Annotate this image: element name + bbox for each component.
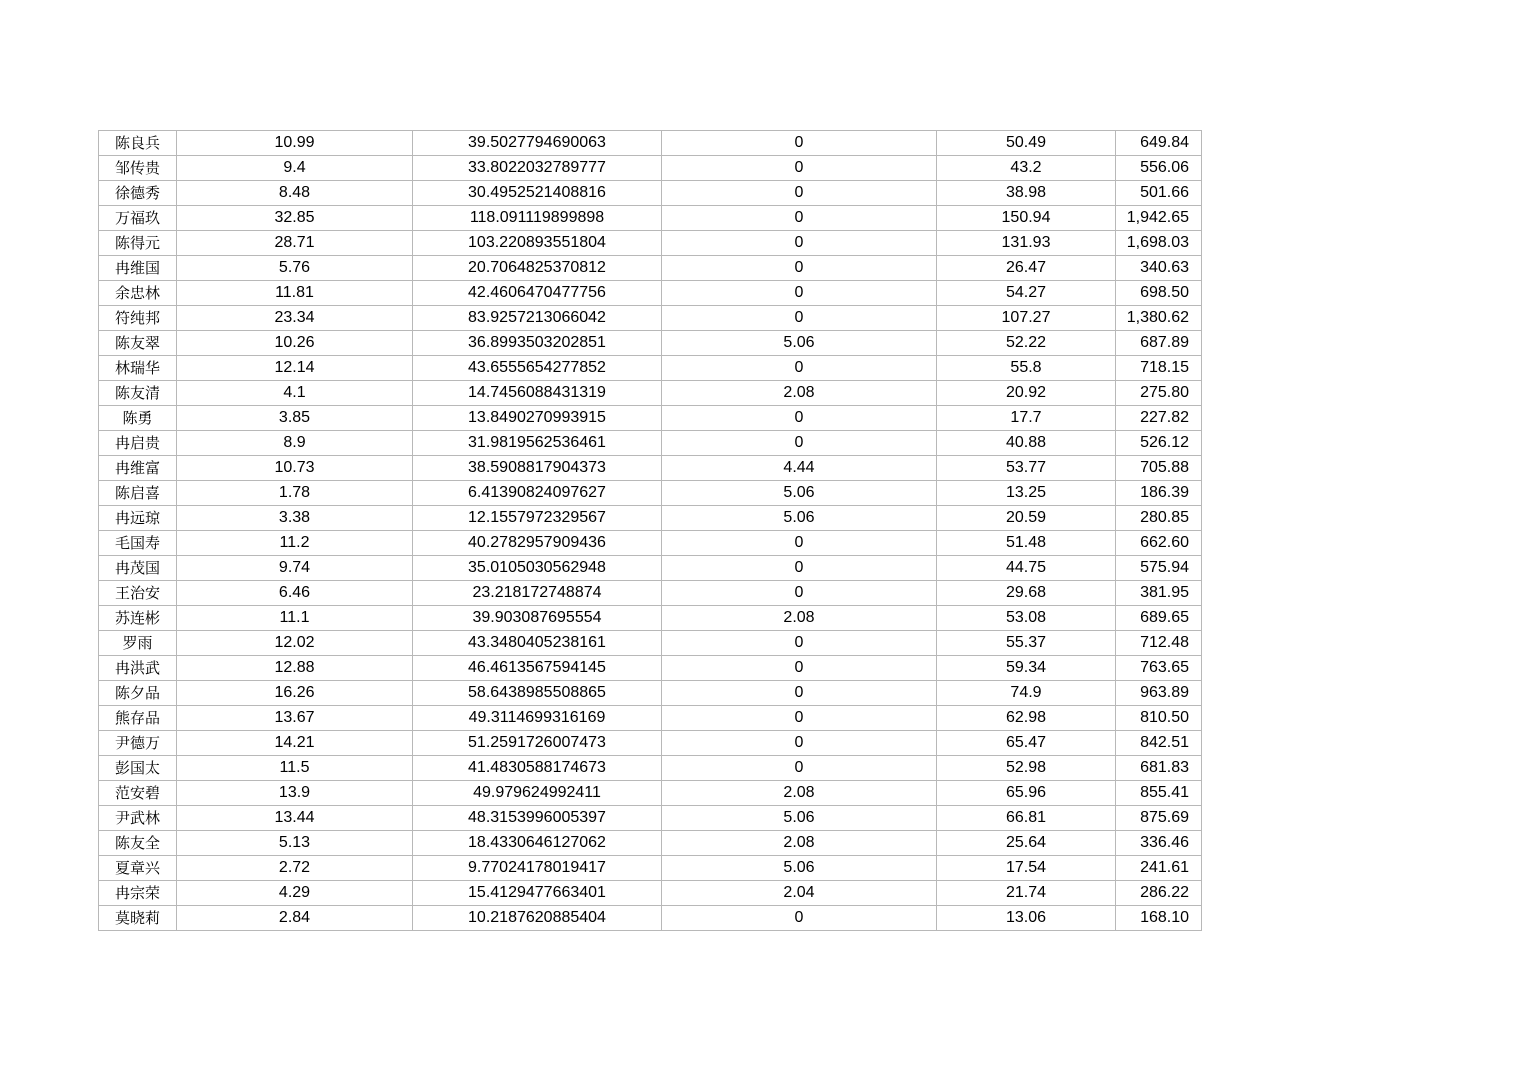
name-cell: 冉维富 <box>99 456 177 481</box>
value-cell: 11.2 <box>177 531 413 556</box>
adjust-cell: 0 <box>662 256 937 281</box>
adjust-cell: 0 <box>662 306 937 331</box>
adjust-cell: 0 <box>662 656 937 681</box>
table-row <box>99 706 1202 731</box>
value-cell: 5.13 <box>177 831 413 856</box>
adjust-cell: 0 <box>662 731 937 756</box>
total-cell: 681.83 <box>1116 756 1202 781</box>
sum-cell: 52.98 <box>937 756 1116 781</box>
sum-cell: 44.75 <box>937 556 1116 581</box>
table-row <box>99 881 1202 906</box>
ratio-cell: 12.1557972329567 <box>413 506 662 531</box>
name-cell: 陈良兵 <box>99 131 177 156</box>
ratio-cell: 33.8022032789777 <box>413 156 662 181</box>
adjust-cell: 0 <box>662 756 937 781</box>
adjust-cell: 0 <box>662 156 937 181</box>
table-row <box>99 531 1202 556</box>
value-cell: 4.1 <box>177 381 413 406</box>
table-row <box>99 256 1202 281</box>
adjust-cell: 0 <box>662 281 937 306</box>
adjust-cell: 5.06 <box>662 331 937 356</box>
sum-cell: 17.7 <box>937 406 1116 431</box>
value-cell: 1.78 <box>177 481 413 506</box>
total-cell: 381.95 <box>1116 581 1202 606</box>
value-cell: 12.88 <box>177 656 413 681</box>
table-row <box>99 731 1202 756</box>
sum-cell: 65.47 <box>937 731 1116 756</box>
ratio-cell: 118.091119899898 <box>413 206 662 231</box>
total-cell: 186.39 <box>1116 481 1202 506</box>
sum-cell: 107.27 <box>937 306 1116 331</box>
sum-cell: 55.37 <box>937 631 1116 656</box>
total-cell: 712.48 <box>1116 631 1202 656</box>
ratio-cell: 49.979624992411 <box>413 781 662 806</box>
total-cell: 705.88 <box>1116 456 1202 481</box>
ratio-cell: 39.5027794690063 <box>413 131 662 156</box>
sum-cell: 131.93 <box>937 231 1116 256</box>
table-row <box>99 356 1202 381</box>
adjust-cell: 0 <box>662 906 937 931</box>
value-cell: 4.29 <box>177 881 413 906</box>
table-row <box>99 181 1202 206</box>
table-row <box>99 781 1202 806</box>
total-cell: 687.89 <box>1116 331 1202 356</box>
table-row <box>99 506 1202 531</box>
adjust-cell: 2.08 <box>662 781 937 806</box>
ratio-cell: 13.8490270993915 <box>413 406 662 431</box>
name-cell: 冉远琼 <box>99 506 177 531</box>
sum-cell: 13.25 <box>937 481 1116 506</box>
name-cell: 毛国寿 <box>99 531 177 556</box>
name-cell: 万福玖 <box>99 206 177 231</box>
ratio-cell: 9.77024178019417 <box>413 856 662 881</box>
value-cell: 8.9 <box>177 431 413 456</box>
sum-cell: 29.68 <box>937 581 1116 606</box>
table-row <box>99 856 1202 881</box>
table-row <box>99 631 1202 656</box>
ratio-cell: 46.4613567594145 <box>413 656 662 681</box>
total-cell: 280.85 <box>1116 506 1202 531</box>
value-cell: 2.72 <box>177 856 413 881</box>
ratio-cell: 40.2782957909436 <box>413 531 662 556</box>
ratio-cell: 6.41390824097627 <box>413 481 662 506</box>
table-row <box>99 281 1202 306</box>
value-cell: 3.85 <box>177 406 413 431</box>
name-cell: 冉维国 <box>99 256 177 281</box>
name-cell: 陈友全 <box>99 831 177 856</box>
total-cell: 698.50 <box>1116 281 1202 306</box>
name-cell: 陈启喜 <box>99 481 177 506</box>
adjust-cell: 0 <box>662 431 937 456</box>
value-cell: 28.71 <box>177 231 413 256</box>
table-row <box>99 806 1202 831</box>
name-cell: 冉宗荣 <box>99 881 177 906</box>
ratio-cell: 31.9819562536461 <box>413 431 662 456</box>
ratio-cell: 36.8993503202851 <box>413 331 662 356</box>
sum-cell: 38.98 <box>937 181 1116 206</box>
name-cell: 徐德秀 <box>99 181 177 206</box>
value-cell: 9.74 <box>177 556 413 581</box>
ratio-cell: 14.7456088431319 <box>413 381 662 406</box>
sum-cell: 26.47 <box>937 256 1116 281</box>
name-cell: 余忠林 <box>99 281 177 306</box>
table-row <box>99 681 1202 706</box>
value-cell: 13.67 <box>177 706 413 731</box>
adjust-cell: 4.44 <box>662 456 937 481</box>
name-cell: 林瑞华 <box>99 356 177 381</box>
ratio-cell: 18.4330646127062 <box>413 831 662 856</box>
adjust-cell: 0 <box>662 581 937 606</box>
total-cell: 575.94 <box>1116 556 1202 581</box>
adjust-cell: 0 <box>662 231 937 256</box>
name-cell: 冉洪武 <box>99 656 177 681</box>
total-cell: 340.63 <box>1116 256 1202 281</box>
total-cell: 689.65 <box>1116 606 1202 631</box>
ratio-cell: 49.3114699316169 <box>413 706 662 731</box>
adjust-cell: 0 <box>662 531 937 556</box>
adjust-cell: 2.08 <box>662 381 937 406</box>
table-row <box>99 581 1202 606</box>
value-cell: 10.73 <box>177 456 413 481</box>
table-row <box>99 231 1202 256</box>
sum-cell: 43.2 <box>937 156 1116 181</box>
value-cell: 5.76 <box>177 256 413 281</box>
sum-cell: 20.59 <box>937 506 1116 531</box>
total-cell: 1,380.62 <box>1116 306 1202 331</box>
adjust-cell: 2.08 <box>662 606 937 631</box>
name-cell: 冉茂国 <box>99 556 177 581</box>
total-cell: 336.46 <box>1116 831 1202 856</box>
sum-cell: 21.74 <box>937 881 1116 906</box>
adjust-cell: 2.04 <box>662 881 937 906</box>
total-cell: 1,698.03 <box>1116 231 1202 256</box>
total-cell: 556.06 <box>1116 156 1202 181</box>
value-cell: 13.44 <box>177 806 413 831</box>
value-cell: 14.21 <box>177 731 413 756</box>
name-cell: 彭国太 <box>99 756 177 781</box>
ratio-cell: 10.2187620885404 <box>413 906 662 931</box>
value-cell: 10.26 <box>177 331 413 356</box>
sum-cell: 66.81 <box>937 806 1116 831</box>
sum-cell: 20.92 <box>937 381 1116 406</box>
total-cell: 855.41 <box>1116 781 1202 806</box>
table-row <box>99 381 1202 406</box>
sum-cell: 53.77 <box>937 456 1116 481</box>
ratio-cell: 23.218172748874 <box>413 581 662 606</box>
sum-cell: 54.27 <box>937 281 1116 306</box>
table-row <box>99 481 1202 506</box>
adjust-cell: 5.06 <box>662 856 937 881</box>
name-cell: 罗雨 <box>99 631 177 656</box>
table-row <box>99 456 1202 481</box>
total-cell: 275.80 <box>1116 381 1202 406</box>
name-cell: 苏连彬 <box>99 606 177 631</box>
value-cell: 11.81 <box>177 281 413 306</box>
ratio-cell: 30.4952521408816 <box>413 181 662 206</box>
table-row <box>99 131 1202 156</box>
value-cell: 10.99 <box>177 131 413 156</box>
name-cell: 符纯邦 <box>99 306 177 331</box>
ratio-cell: 51.2591726007473 <box>413 731 662 756</box>
table-row <box>99 831 1202 856</box>
name-cell: 尹武林 <box>99 806 177 831</box>
total-cell: 241.61 <box>1116 856 1202 881</box>
adjust-cell: 0 <box>662 181 937 206</box>
table-row <box>99 431 1202 456</box>
value-cell: 16.26 <box>177 681 413 706</box>
name-cell: 夏章兴 <box>99 856 177 881</box>
value-cell: 11.1 <box>177 606 413 631</box>
adjust-cell: 0 <box>662 631 937 656</box>
ratio-cell: 43.6555654277852 <box>413 356 662 381</box>
value-cell: 12.14 <box>177 356 413 381</box>
total-cell: 168.10 <box>1116 906 1202 931</box>
total-cell: 649.84 <box>1116 131 1202 156</box>
ratio-cell: 39.903087695554 <box>413 606 662 631</box>
sum-cell: 25.64 <box>937 831 1116 856</box>
table-row <box>99 406 1202 431</box>
sum-cell: 150.94 <box>937 206 1116 231</box>
value-cell: 8.48 <box>177 181 413 206</box>
adjust-cell: 0 <box>662 706 937 731</box>
name-cell: 陈夕品 <box>99 681 177 706</box>
name-cell: 陈勇 <box>99 406 177 431</box>
adjust-cell: 5.06 <box>662 506 937 531</box>
sum-cell: 52.22 <box>937 331 1116 356</box>
value-cell: 32.85 <box>177 206 413 231</box>
name-cell: 熊存品 <box>99 706 177 731</box>
name-cell: 陈友清 <box>99 381 177 406</box>
table-row <box>99 906 1202 931</box>
name-cell: 范安碧 <box>99 781 177 806</box>
value-cell: 9.4 <box>177 156 413 181</box>
table-row <box>99 756 1202 781</box>
sum-cell: 50.49 <box>937 131 1116 156</box>
name-cell: 邹传贵 <box>99 156 177 181</box>
ratio-cell: 83.9257213066042 <box>413 306 662 331</box>
adjust-cell: 2.08 <box>662 831 937 856</box>
table-row <box>99 156 1202 181</box>
total-cell: 875.69 <box>1116 806 1202 831</box>
total-cell: 227.82 <box>1116 406 1202 431</box>
name-cell: 陈得元 <box>99 231 177 256</box>
table-row <box>99 656 1202 681</box>
adjust-cell: 0 <box>662 556 937 581</box>
adjust-cell: 0 <box>662 681 937 706</box>
total-cell: 810.50 <box>1116 706 1202 731</box>
ratio-cell: 41.4830588174673 <box>413 756 662 781</box>
total-cell: 1,942.65 <box>1116 206 1202 231</box>
name-cell: 莫晓莉 <box>99 906 177 931</box>
ratio-cell: 20.7064825370812 <box>413 256 662 281</box>
ratio-cell: 42.4606470477756 <box>413 281 662 306</box>
sum-cell: 13.06 <box>937 906 1116 931</box>
adjust-cell: 0 <box>662 406 937 431</box>
ratio-cell: 38.5908817904373 <box>413 456 662 481</box>
sum-cell: 53.08 <box>937 606 1116 631</box>
sum-cell: 51.48 <box>937 531 1116 556</box>
total-cell: 763.65 <box>1116 656 1202 681</box>
table-row <box>99 306 1202 331</box>
ratio-cell: 103.220893551804 <box>413 231 662 256</box>
table-row <box>99 556 1202 581</box>
value-cell: 6.46 <box>177 581 413 606</box>
value-cell: 12.02 <box>177 631 413 656</box>
table-row <box>99 606 1202 631</box>
value-cell: 3.38 <box>177 506 413 531</box>
sum-cell: 74.9 <box>937 681 1116 706</box>
total-cell: 662.60 <box>1116 531 1202 556</box>
ratio-cell: 58.6438985508865 <box>413 681 662 706</box>
total-cell: 501.66 <box>1116 181 1202 206</box>
value-cell: 11.5 <box>177 756 413 781</box>
value-cell: 23.34 <box>177 306 413 331</box>
total-cell: 842.51 <box>1116 731 1202 756</box>
ratio-cell: 15.4129477663401 <box>413 881 662 906</box>
value-cell: 13.9 <box>177 781 413 806</box>
ratio-cell: 35.0105030562948 <box>413 556 662 581</box>
total-cell: 286.22 <box>1116 881 1202 906</box>
sum-cell: 17.54 <box>937 856 1116 881</box>
adjust-cell: 0 <box>662 356 937 381</box>
sum-cell: 62.98 <box>937 706 1116 731</box>
table-row <box>99 331 1202 356</box>
name-cell: 王治安 <box>99 581 177 606</box>
name-cell: 陈友翠 <box>99 331 177 356</box>
adjust-cell: 5.06 <box>662 481 937 506</box>
total-cell: 963.89 <box>1116 681 1202 706</box>
sum-cell: 59.34 <box>937 656 1116 681</box>
ratio-cell: 48.3153996005397 <box>413 806 662 831</box>
name-cell: 尹德万 <box>99 731 177 756</box>
total-cell: 718.15 <box>1116 356 1202 381</box>
total-cell: 526.12 <box>1116 431 1202 456</box>
adjust-cell: 5.06 <box>662 806 937 831</box>
sum-cell: 65.96 <box>937 781 1116 806</box>
value-cell: 2.84 <box>177 906 413 931</box>
sum-cell: 40.88 <box>937 431 1116 456</box>
sum-cell: 55.8 <box>937 356 1116 381</box>
ratio-cell: 43.3480405238161 <box>413 631 662 656</box>
table-body <box>99 131 1202 931</box>
spreadsheet-table <box>98 130 1202 931</box>
table-row <box>99 206 1202 231</box>
name-cell: 冉启贵 <box>99 431 177 456</box>
adjust-cell: 0 <box>662 206 937 231</box>
adjust-cell: 0 <box>662 131 937 156</box>
